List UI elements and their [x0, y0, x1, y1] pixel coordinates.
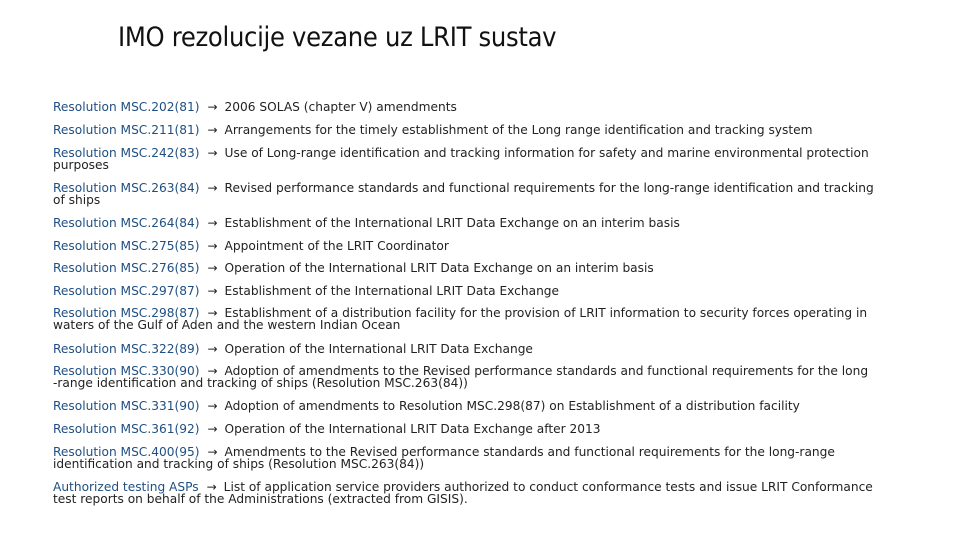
resolution-description: List of application service providers authorized to conduct conformance tests and issue LRIT Conformance	[223, 481, 873, 494]
resolution-description: Adoption of amendments to Resolution MSC.298(87) on Establishment of a distribution facility	[224, 400, 800, 413]
resolution-description-continued: test reports on behalf of the Administrations (extracted from GISIS).	[53, 492, 468, 506]
list-item	[53, 307, 888, 332]
arrow-right-icon: →	[207, 240, 218, 253]
arrow-right-icon: →	[207, 124, 218, 137]
list-item	[53, 262, 888, 275]
list-item	[53, 217, 888, 230]
resolution-link[interactable]: Resolution MSC.297(87)	[53, 285, 200, 298]
resolution-description: Use of Long-range identification and tracking information for safety and marine environmental protection	[224, 147, 869, 160]
list-item	[53, 481, 888, 506]
resolution-link[interactable]: Resolution MSC.275(85)	[53, 240, 200, 253]
resolution-description: 2006 SOLAS (chapter V) amendments	[224, 101, 457, 114]
list-item	[53, 285, 888, 298]
list-item	[53, 124, 888, 137]
resolution-description-continued: -range identification and tracking of ships (Resolution MSC.263(84))	[53, 376, 468, 390]
resolution-description: Operation of the International LRIT Data Exchange on an interim basis	[224, 262, 654, 275]
list-item	[53, 343, 888, 356]
resolution-description-continued: of ships	[53, 193, 101, 207]
resolution-description-continued: purposes	[53, 158, 109, 172]
arrow-right-icon: →	[207, 365, 218, 378]
resolution-description: Establishment of the International LRIT Data Exchange	[224, 285, 560, 298]
arrow-right-icon: →	[207, 285, 218, 298]
arrow-right-icon: →	[207, 423, 218, 436]
page-title: IMO rezolucije vezane uz LRIT sustav	[118, 22, 557, 53]
resolution-description: Operation of the International LRIT Data Exchange after 2013	[224, 423, 601, 436]
resolution-link[interactable]: Resolution MSC.276(85)	[53, 262, 200, 275]
arrow-right-icon: →	[206, 481, 217, 494]
arrow-right-icon: →	[207, 217, 218, 230]
resolution-description: Appointment of the LRIT Coordinator	[224, 240, 449, 253]
resolution-link[interactable]: Resolution MSC.242(83)	[53, 147, 200, 160]
resolution-description: Establishment of the International LRIT Data Exchange on an interim basis	[224, 217, 680, 230]
list-item	[53, 240, 888, 253]
resolution-description-continued: waters of the Gulf of Aden and the western Indian Ocean	[53, 318, 401, 332]
arrow-right-icon: →	[207, 182, 218, 195]
resolution-link[interactable]: Resolution MSC.322(89)	[53, 343, 200, 356]
list-item	[53, 147, 888, 172]
resolution-description: Revised performance standards and functional requirements for the long-range identification and tracking	[224, 182, 874, 195]
list-item	[53, 182, 888, 207]
resolution-link[interactable]: Resolution MSC.331(90)	[53, 400, 200, 413]
arrow-right-icon: →	[207, 262, 218, 275]
resolution-description: Operation of the International LRIT Data Exchange	[224, 343, 533, 356]
resolution-link[interactable]: Resolution MSC.298(87)	[53, 307, 200, 320]
resolution-link[interactable]: Resolution MSC.211(81)	[53, 124, 200, 137]
resolution-description-continued: identification and tracking of ships (Resolution MSC.263(84))	[53, 457, 425, 471]
arrow-right-icon: →	[207, 307, 218, 320]
list-item	[53, 101, 888, 114]
list-item	[53, 365, 888, 390]
resolution-description: Amendments to the Revised performance standards and functional requirements for the long-range	[224, 446, 835, 459]
resolution-link[interactable]: Resolution MSC.361(92)	[53, 423, 200, 436]
resolution-link[interactable]: Resolution MSC.330(90)	[53, 365, 200, 378]
resolution-description: Adoption of amendments to the Revised performance standards and functional requirements for the long	[224, 365, 869, 378]
resolution-description: Establishment of a distribution facility for the provision of LRIT information to security forces operating in	[224, 307, 868, 320]
list-item	[53, 423, 888, 436]
arrow-right-icon: →	[207, 147, 218, 160]
resolution-link[interactable]: Authorized testing ASPs	[53, 481, 199, 494]
arrow-right-icon: →	[207, 446, 218, 459]
arrow-right-icon: →	[207, 343, 218, 356]
arrow-right-icon: →	[207, 400, 218, 413]
list-item	[53, 400, 888, 413]
resolution-link[interactable]: Resolution MSC.264(84)	[53, 217, 200, 230]
arrow-right-icon: →	[207, 101, 218, 114]
resolution-link[interactable]: Resolution MSC.202(81)	[53, 101, 200, 114]
resolution-link[interactable]: Resolution MSC.400(95)	[53, 446, 200, 459]
list-item	[53, 446, 888, 471]
resolution-description: Arrangements for the timely establishment of the Long range identification and tracking system	[224, 124, 813, 137]
resolution-link[interactable]: Resolution MSC.263(84)	[53, 182, 200, 195]
